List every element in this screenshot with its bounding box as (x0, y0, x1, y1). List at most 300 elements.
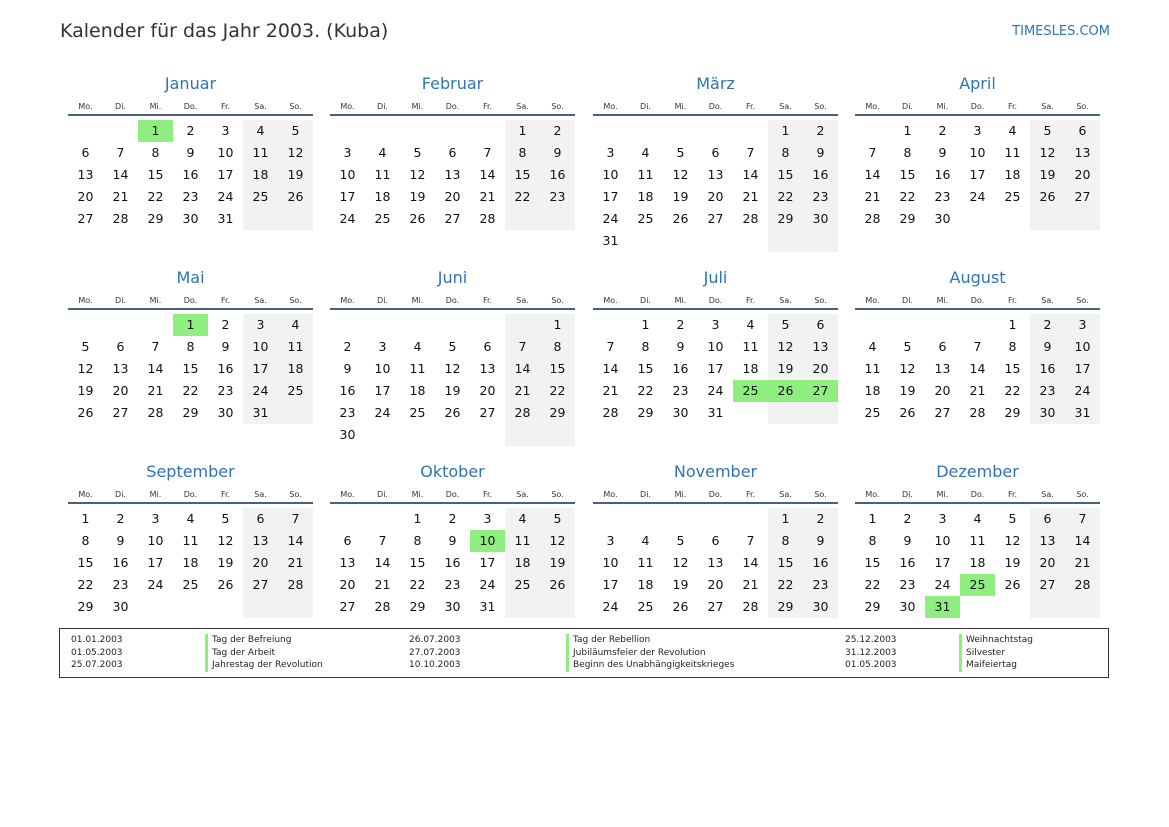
holiday-date: 10.10.2003 (409, 660, 461, 670)
day-cell: 3 (378, 339, 387, 354)
empty-cell (593, 120, 628, 142)
weekday-label: Mi. (411, 102, 424, 111)
legend-name-column (959, 634, 1033, 672)
day-cell: 25 (1004, 189, 1021, 204)
weekday-label: Sa. (516, 296, 529, 305)
header-rule (855, 502, 1100, 504)
day-cell: 1 (1008, 317, 1017, 332)
legend-name-column (566, 634, 734, 672)
day-cell: 27 (707, 599, 724, 614)
month-name: Dezember (936, 462, 1019, 481)
day-cell: 3 (606, 533, 615, 548)
day-cell: 3 (343, 145, 352, 160)
day-cell: 7 (606, 339, 615, 354)
day-cell: 30 (672, 405, 689, 420)
weekday-label: Mo. (78, 296, 93, 305)
weekday-label: Fr. (482, 296, 493, 305)
day-cell: 16 (934, 167, 951, 182)
weekday-label: Do. (708, 296, 723, 305)
day-cell: 2 (448, 511, 457, 526)
day-cell: 29 (409, 599, 426, 614)
day-cell: 29 (77, 599, 94, 614)
empty-cell (470, 120, 505, 142)
day-cell: 2 (676, 317, 685, 332)
day-cell: 26 (77, 405, 94, 420)
weekday-label: Fr. (745, 102, 756, 111)
day-cell: 9 (938, 145, 947, 160)
day-grid (593, 120, 838, 252)
day-cell: 27 (444, 211, 461, 226)
weekday-label: So. (814, 102, 827, 111)
day-cell: 1 (768, 120, 803, 142)
weekday-header (593, 294, 838, 308)
day-cell: 26 (672, 599, 689, 614)
day-cell: 8 (81, 533, 90, 548)
day-cell: 8 (540, 336, 575, 358)
day-cell: 15 (182, 361, 199, 376)
empty-cell (505, 596, 540, 618)
day-cell: 3 (483, 511, 492, 526)
weekday-label: Mi. (674, 296, 687, 305)
day-cell: 28 (602, 405, 619, 420)
day-cell: 21 (864, 189, 881, 204)
empty-cell (470, 424, 505, 446)
day-cell: 14 (742, 555, 759, 570)
weekday-header (330, 294, 575, 308)
day-cell: 7 (116, 145, 125, 160)
day-cell: 28 (742, 599, 759, 614)
weekday-header (330, 100, 575, 114)
day-cell: 12 (899, 361, 916, 376)
day-cell: 20 (707, 189, 724, 204)
weekday-label: Sa. (1041, 490, 1054, 499)
weekday-label: Mi. (674, 490, 687, 499)
day-cell: 6 (483, 339, 492, 354)
day-cell: 22 (1004, 383, 1021, 398)
day-cell: 1 (413, 511, 422, 526)
empty-cell (855, 120, 890, 142)
day-cell: 21 (479, 189, 496, 204)
day-cell: 21 (742, 189, 759, 204)
weekday-label: Fr. (745, 296, 756, 305)
day-cell: 10 (217, 145, 234, 160)
month-juni (330, 268, 575, 446)
holiday-name: Jahrestag der Revolution (205, 659, 323, 672)
empty-cell (733, 402, 768, 424)
empty-cell (628, 508, 663, 530)
day-cell: 17 (969, 167, 986, 182)
day-cell: 24 (602, 599, 619, 614)
empty-cell (505, 314, 540, 336)
day-cell: 19 (1030, 164, 1065, 186)
day-cell: 1 (138, 120, 173, 142)
day-cell: 19 (672, 577, 689, 592)
day-cell: 3 (243, 314, 278, 336)
day-cell: 7 (151, 339, 160, 354)
weekday-label: Di. (115, 490, 126, 499)
day-cell: 3 (711, 317, 720, 332)
day-cell: 24 (217, 189, 234, 204)
weekday-header (330, 488, 575, 502)
empty-cell (1030, 596, 1065, 618)
legend-date-column (71, 634, 123, 672)
day-cell: 13 (243, 530, 278, 552)
weekday-label: So. (551, 490, 564, 499)
month-name: November (673, 462, 758, 481)
day-cell: 19 (409, 189, 426, 204)
day-cell: 14 (505, 358, 540, 380)
weekday-header (855, 100, 1100, 114)
day-cell: 21 (112, 189, 129, 204)
day-cell: 30 (1030, 402, 1065, 424)
day-cell: 18 (374, 189, 391, 204)
day-cell: 2 (540, 120, 575, 142)
day-cell: 24 (243, 380, 278, 402)
empty-cell (663, 508, 698, 530)
day-cell: 28 (864, 211, 881, 226)
day-cell: 4 (868, 339, 877, 354)
holiday-name: Maifeiertag (959, 659, 1033, 672)
day-cell: 4 (1008, 123, 1017, 138)
day-cell: 30 (934, 211, 951, 226)
day-cell: 8 (413, 533, 422, 548)
weekday-label: So. (1076, 102, 1089, 111)
day-cell: 9 (676, 339, 685, 354)
day-cell: 7 (278, 508, 313, 530)
empty-cell (995, 596, 1030, 618)
day-cell: 20 (77, 189, 94, 204)
day-cell: 27 (112, 405, 129, 420)
day-cell: 11 (637, 167, 654, 182)
weekday-label: Sa. (254, 490, 267, 499)
empty-cell (68, 120, 103, 142)
weekday-label: So. (551, 296, 564, 305)
day-cell: 6 (116, 339, 125, 354)
day-cell: 1 (903, 123, 912, 138)
day-cell: 15 (637, 361, 654, 376)
weekday-label: Mo. (340, 296, 355, 305)
day-cell: 25 (733, 380, 768, 402)
month-februar (330, 74, 575, 230)
day-cell: 17 (147, 555, 164, 570)
empty-cell (505, 208, 540, 230)
day-cell: 28 (742, 211, 759, 226)
legend-name-column (205, 634, 323, 672)
day-cell: 16 (1030, 358, 1065, 380)
month-april (855, 74, 1100, 230)
day-cell: 16 (899, 555, 916, 570)
day-cell: 17 (1065, 358, 1100, 380)
day-cell: 27 (77, 211, 94, 226)
weekday-label: So. (814, 490, 827, 499)
day-cell: 31 (217, 211, 234, 226)
day-cell: 20 (1030, 552, 1065, 574)
day-cell: 17 (602, 189, 619, 204)
weekday-label: Do. (708, 102, 723, 111)
day-cell: 3 (973, 123, 982, 138)
day-cell: 10 (602, 555, 619, 570)
day-cell: 25 (864, 405, 881, 420)
month-name: Oktober (420, 462, 485, 481)
weekday-label: So. (1076, 490, 1089, 499)
day-cell: 1 (505, 120, 540, 142)
day-cell: 27 (1030, 574, 1065, 596)
weekday-label: Sa. (779, 102, 792, 111)
month-name: Mai (176, 268, 205, 287)
day-cell: 6 (711, 145, 720, 160)
day-cell: 2 (221, 317, 230, 332)
weekday-label: Mi. (674, 102, 687, 111)
day-cell: 28 (505, 402, 540, 424)
day-cell: 11 (182, 533, 199, 548)
empty-cell (173, 596, 208, 618)
day-cell: 15 (768, 552, 803, 574)
holiday-name: Silvester (959, 647, 1033, 660)
day-cell: 8 (505, 142, 540, 164)
empty-cell (435, 120, 470, 142)
day-cell: 13 (1065, 142, 1100, 164)
day-cell: 6 (1065, 120, 1100, 142)
holiday-date: 27.07.2003 (409, 647, 461, 658)
holiday-legend (59, 628, 1109, 678)
day-cell: 9 (803, 142, 838, 164)
weekday-label: So. (814, 296, 827, 305)
weekday-label: Mi. (149, 102, 162, 111)
day-cell: 7 (868, 145, 877, 160)
weekday-label: Sa. (1041, 102, 1054, 111)
day-cell: 22 (899, 189, 916, 204)
day-cell: 18 (969, 555, 986, 570)
day-grid (855, 120, 1100, 230)
day-cell: 24 (969, 189, 986, 204)
day-cell: 17 (602, 577, 619, 592)
weekday-header (593, 100, 838, 114)
day-cell: 22 (864, 577, 881, 592)
day-cell: 19 (672, 189, 689, 204)
day-cell: 28 (969, 405, 986, 420)
month-name: August (949, 268, 1006, 287)
month-name: Juli (703, 268, 728, 287)
day-cell: 1 (868, 511, 877, 526)
day-cell: 3 (606, 145, 615, 160)
day-cell: 7 (746, 533, 755, 548)
empty-cell (540, 208, 575, 230)
weekday-label: Sa. (254, 296, 267, 305)
weekday-label: Do. (445, 102, 460, 111)
weekday-label: Mo. (603, 296, 618, 305)
weekday-label: Di. (902, 102, 913, 111)
day-cell: 18 (505, 552, 540, 574)
weekday-label: Di. (640, 490, 651, 499)
day-cell: 5 (1008, 511, 1017, 526)
day-cell: 19 (1004, 555, 1021, 570)
day-cell: 16 (540, 164, 575, 186)
empty-cell (698, 230, 733, 252)
day-cell: 2 (116, 511, 125, 526)
empty-cell (960, 208, 995, 230)
day-cell: 23 (339, 405, 356, 420)
weekday-label: Fr. (745, 490, 756, 499)
day-cell: 12 (409, 167, 426, 182)
day-cell: 18 (742, 361, 759, 376)
day-cell: 20 (112, 383, 129, 398)
day-cell: 11 (969, 533, 986, 548)
day-cell: 15 (864, 555, 881, 570)
day-cell: 8 (641, 339, 650, 354)
day-cell: 4 (641, 145, 650, 160)
day-cell: 30 (899, 599, 916, 614)
month-juli (593, 268, 838, 424)
day-cell: 15 (899, 167, 916, 182)
weekday-label: Do. (183, 102, 198, 111)
empty-cell (698, 120, 733, 142)
day-cell: 14 (602, 361, 619, 376)
day-cell: 21 (1065, 552, 1100, 574)
day-cell: 16 (444, 555, 461, 570)
empty-cell (330, 120, 365, 142)
day-cell: 13 (77, 167, 94, 182)
weekday-label: Do. (183, 490, 198, 499)
holiday-date: 25.12.2003 (845, 635, 897, 645)
day-cell: 3 (221, 123, 230, 138)
day-cell: 26 (672, 211, 689, 226)
day-cell: 29 (637, 405, 654, 420)
day-cell: 11 (637, 555, 654, 570)
day-cell: 2 (938, 123, 947, 138)
weekday-label: Mo. (340, 102, 355, 111)
day-cell: 7 (746, 145, 755, 160)
day-cell: 5 (768, 314, 803, 336)
day-cell: 25 (374, 211, 391, 226)
day-cell: 21 (505, 380, 540, 402)
day-cell: 6 (81, 145, 90, 160)
day-cell: 9 (1030, 336, 1065, 358)
header-rule (593, 502, 838, 504)
day-cell: 18 (409, 383, 426, 398)
empty-cell (593, 508, 628, 530)
empty-cell (663, 120, 698, 142)
day-cell: 21 (742, 577, 759, 592)
day-cell: 14 (742, 167, 759, 182)
day-cell: 27 (934, 405, 951, 420)
holiday-date: 26.07.2003 (409, 635, 461, 645)
weekday-label: Mi. (936, 490, 949, 499)
day-cell: 4 (973, 511, 982, 526)
day-cell: 26 (899, 405, 916, 420)
day-cell: 18 (864, 383, 881, 398)
holiday-name: Beginn des Unabhängigkeitskrieges (566, 659, 734, 672)
empty-cell (855, 314, 890, 336)
day-cell: 10 (243, 336, 278, 358)
day-cell: 24 (479, 577, 496, 592)
day-cell: 9 (803, 530, 838, 552)
day-cell: 5 (540, 508, 575, 530)
empty-cell (103, 120, 138, 142)
day-cell: 30 (339, 427, 356, 442)
weekday-label: Sa. (779, 490, 792, 499)
day-cell: 27 (339, 599, 356, 614)
day-cell: 19 (899, 383, 916, 398)
empty-cell (733, 230, 768, 252)
day-cell: 20 (339, 577, 356, 592)
day-cell: 29 (768, 596, 803, 618)
day-cell: 26 (444, 405, 461, 420)
day-cell: 6 (711, 533, 720, 548)
empty-cell (278, 208, 313, 230)
empty-cell (925, 314, 960, 336)
day-cell: 9 (540, 142, 575, 164)
day-cell: 13 (707, 555, 724, 570)
day-cell: 20 (707, 577, 724, 592)
day-cell: 10 (339, 167, 356, 182)
weekday-label: Mo. (865, 296, 880, 305)
day-cell: 31 (925, 596, 960, 618)
day-cell: 7 (973, 339, 982, 354)
day-cell: 1 (173, 314, 208, 336)
day-cell: 11 (243, 142, 278, 164)
day-cell: 30 (182, 211, 199, 226)
day-cell: 12 (1004, 533, 1021, 548)
day-cell: 4 (413, 339, 422, 354)
weekday-label: Sa. (1041, 296, 1054, 305)
day-cell: 11 (742, 339, 759, 354)
day-cell: 14 (864, 167, 881, 182)
header-rule (855, 114, 1100, 116)
day-cell: 13 (934, 361, 951, 376)
day-cell: 19 (278, 164, 313, 186)
day-cell: 14 (969, 361, 986, 376)
day-cell: 12 (77, 361, 94, 376)
day-cell: 25 (278, 380, 313, 402)
day-cell: 18 (1004, 167, 1021, 182)
day-cell: 28 (147, 405, 164, 420)
weekday-label: Mi. (936, 102, 949, 111)
holiday-date: 01.05.2003 (71, 647, 123, 658)
day-cell: 4 (186, 511, 195, 526)
weekday-label: Do. (445, 490, 460, 499)
header-rule (855, 308, 1100, 310)
day-cell: 28 (112, 211, 129, 226)
day-cell: 30 (112, 599, 129, 614)
day-cell: 22 (505, 186, 540, 208)
day-cell: 10 (374, 361, 391, 376)
weekday-label: So. (289, 102, 302, 111)
day-cell: 29 (147, 211, 164, 226)
day-cell: 6 (938, 339, 947, 354)
day-cell: 30 (803, 596, 838, 618)
legend-date-column (409, 634, 461, 672)
day-cell: 23 (803, 186, 838, 208)
day-cell: 6 (803, 314, 838, 336)
brand-link[interactable]: TIMESLES.COM (1012, 24, 1110, 39)
month-oktober (330, 462, 575, 618)
day-cell: 26 (278, 186, 313, 208)
empty-cell (365, 424, 400, 446)
day-cell: 26 (217, 577, 234, 592)
day-cell: 9 (903, 533, 912, 548)
weekday-label: Do. (183, 296, 198, 305)
day-cell: 19 (768, 358, 803, 380)
day-cell: 22 (637, 383, 654, 398)
day-cell: 23 (112, 577, 129, 592)
day-cell: 2 (903, 511, 912, 526)
weekday-label: So. (1076, 296, 1089, 305)
day-cell: 28 (479, 211, 496, 226)
empty-cell (470, 314, 505, 336)
day-grid (330, 120, 575, 230)
day-cell: 18 (637, 189, 654, 204)
day-cell: 17 (339, 189, 356, 204)
